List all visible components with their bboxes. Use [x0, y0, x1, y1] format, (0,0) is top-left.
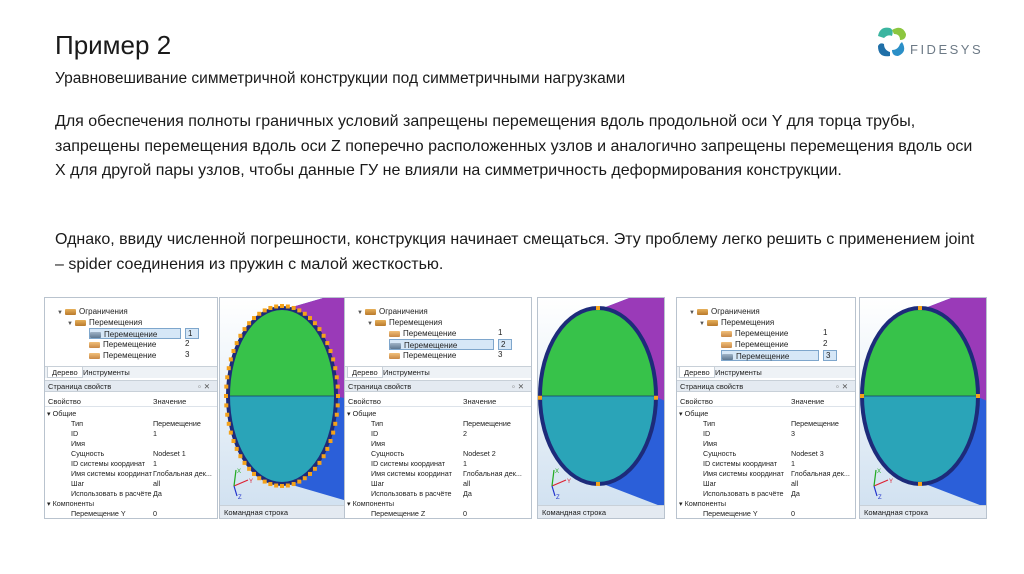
nodeset-node	[243, 327, 247, 331]
tab-tools[interactable]: Инструменты	[715, 368, 762, 377]
property-row[interactable]	[345, 459, 531, 469]
expand-icon[interactable]: ▼	[357, 310, 363, 316]
command-line[interactable]: Командная строка	[538, 505, 664, 518]
tree-item-displacement-1[interactable]	[89, 328, 181, 339]
tree-label: Перемещение	[103, 351, 157, 360]
property-row[interactable]	[45, 419, 217, 429]
displacement-icon	[722, 354, 733, 360]
property-row[interactable]	[45, 429, 217, 439]
property-value: Да	[791, 489, 800, 498]
property-row[interactable]	[677, 449, 855, 459]
tree-item-displacements[interactable]	[367, 317, 442, 328]
property-key: Использовать в расчёте	[703, 489, 784, 498]
nodeset-node	[335, 375, 339, 379]
nodeset-node	[596, 482, 600, 486]
tree-label: Перемещения	[721, 318, 775, 327]
pipe-model	[538, 298, 665, 507]
nodeset-node	[286, 484, 290, 488]
expand-icon[interactable]: ▼	[67, 321, 73, 327]
nodeset-node	[322, 334, 326, 338]
nodeset-node	[292, 306, 296, 310]
tree-item-displacements[interactable]	[67, 317, 142, 328]
tree-item-displacements[interactable]	[699, 317, 774, 328]
nodeset-node	[257, 476, 261, 480]
property-key: Тип	[371, 419, 383, 428]
nodeset-node	[238, 454, 242, 458]
property-value: Nodeset 2	[463, 449, 496, 458]
property-row[interactable]	[45, 459, 217, 469]
nodeset-node	[317, 461, 321, 465]
group-label: Компоненты	[52, 499, 95, 508]
col-value: Значение	[463, 397, 497, 406]
property-value: all	[153, 479, 161, 488]
property-row[interactable]	[345, 429, 531, 439]
displacement-icon	[721, 331, 732, 337]
property-value: Перемещение	[153, 419, 201, 428]
property-key: Шаг	[371, 479, 385, 488]
nodeset-node	[235, 341, 239, 345]
tree-item-displacement-2[interactable]	[389, 339, 494, 350]
tree-number: 1	[823, 328, 828, 337]
properties-title: Страница свойств	[680, 382, 744, 391]
property-value: Глобальная дек...	[463, 469, 522, 478]
nodeset-node	[976, 394, 980, 398]
axis-triad-line	[874, 470, 876, 486]
property-value: 1	[463, 459, 467, 468]
nodeset-node	[247, 321, 251, 325]
nodeset-node	[280, 484, 284, 488]
col-property: Свойство	[680, 397, 713, 406]
group-label: Общие	[52, 409, 77, 418]
folder-icon	[697, 309, 708, 315]
nodeset-node	[263, 480, 267, 484]
tree-label: Перемещения	[89, 318, 143, 327]
slide-title: Пример 2	[55, 30, 172, 60]
tree-number: 2	[498, 339, 512, 350]
axis-triad-label: Z	[556, 495, 560, 501]
nodeset-node	[225, 413, 229, 417]
nodeset-node	[313, 467, 317, 471]
nodeset-node	[335, 413, 339, 417]
property-row[interactable]	[45, 489, 217, 499]
fidesys-panel	[344, 297, 532, 519]
property-row[interactable]	[45, 509, 217, 519]
nodeset-node	[336, 403, 340, 407]
property-key: Имя	[71, 439, 85, 448]
property-row[interactable]	[345, 489, 531, 499]
property-row[interactable]	[345, 479, 531, 489]
nodeset-node	[654, 396, 658, 400]
property-row[interactable]	[45, 449, 217, 459]
nodeset-node	[268, 306, 272, 310]
nodeset-node	[257, 312, 261, 316]
property-key: ID системы координат	[703, 459, 778, 468]
command-line[interactable]: Командная строка	[860, 505, 986, 518]
property-key: Имя системы координат	[71, 469, 152, 478]
property-value: 3	[791, 429, 795, 438]
property-value: all	[463, 479, 471, 488]
property-value: Да	[153, 489, 162, 498]
expand-icon[interactable]: ▼	[367, 321, 373, 327]
properties-title: Страница свойств	[348, 382, 412, 391]
property-row[interactable]	[345, 449, 531, 459]
expand-icon[interactable]: ▼	[699, 321, 705, 327]
tree-number: 1	[185, 328, 199, 339]
property-value: 1	[791, 459, 795, 468]
property-row[interactable]	[677, 419, 855, 429]
nodeset-node	[860, 394, 864, 398]
nodeset-node	[328, 349, 332, 353]
folder-icon	[365, 309, 376, 315]
fidesys-logo-icon	[872, 22, 912, 62]
folder-icon	[65, 309, 76, 315]
property-row[interactable]	[677, 469, 855, 479]
displacement-icon	[389, 331, 400, 337]
property-row[interactable]	[677, 479, 855, 489]
tree-label: Перемещение	[735, 340, 789, 349]
model-viewport[interactable]	[537, 297, 665, 519]
expand-icon[interactable]: ▾	[47, 499, 53, 508]
property-row[interactable]	[677, 489, 855, 499]
nodeset-node	[232, 349, 236, 353]
expand-icon[interactable]: ▼	[57, 310, 63, 316]
nodeset-node	[303, 476, 307, 480]
property-key	[679, 409, 708, 419]
tree-number: 3	[185, 350, 190, 359]
nodeset-node	[317, 327, 321, 331]
displacement-icon	[390, 343, 401, 349]
nodeset-node	[224, 385, 228, 389]
nodeset-node	[322, 454, 326, 458]
property-value: Глобальная дек...	[791, 469, 850, 478]
fidesys-screenshot-1	[44, 297, 374, 519]
property-key: Тип	[71, 419, 83, 428]
property-row[interactable]	[45, 479, 217, 489]
property-key	[47, 409, 76, 419]
nodeset-node	[247, 467, 251, 471]
nodeset-node	[538, 396, 542, 400]
fidesys-logo	[872, 22, 992, 62]
property-key: Перемещение Z	[371, 509, 426, 518]
tree-item-displacement-2[interactable]	[721, 339, 788, 350]
property-row[interactable]	[345, 469, 531, 479]
property-key: Имя	[703, 439, 717, 448]
properties-header	[677, 380, 855, 392]
axis-triad-line	[874, 480, 888, 486]
col-property: Свойство	[48, 397, 81, 406]
property-value: Перемещение	[791, 419, 839, 428]
nodeset-node	[224, 403, 228, 407]
property-key: Шаг	[703, 479, 717, 488]
properties-header	[345, 380, 531, 392]
axis-triad-label: Z	[238, 495, 242, 501]
group-label: Общие	[684, 409, 709, 418]
nodeset-node	[303, 312, 307, 316]
pipe-model	[860, 298, 987, 507]
nodeset-node	[918, 482, 922, 486]
property-key	[47, 499, 94, 509]
nodeset-node	[252, 316, 256, 320]
property-key: Использовать в расчёте	[371, 489, 452, 498]
window-buttons[interactable]: ▫✕	[836, 382, 851, 391]
folder-icon	[75, 320, 86, 326]
nodeset-node	[225, 375, 229, 379]
nodeset-node	[227, 422, 231, 426]
nodeset-node	[238, 334, 242, 338]
tree-number: 3	[823, 350, 837, 361]
property-value: Глобальная дек...	[153, 469, 212, 478]
nodeset-node	[224, 394, 228, 398]
tab-tree[interactable]: Дерево	[679, 367, 715, 378]
window-buttons[interactable]: ▫✕	[512, 382, 527, 391]
expand-icon[interactable]: ▼	[689, 310, 695, 316]
tab-tree[interactable]: Дерево	[47, 367, 83, 378]
property-value: 0	[791, 509, 795, 518]
fidesys-screenshot-3	[676, 297, 987, 519]
property-value: Nodeset 3	[791, 449, 824, 458]
tree-item-displacement-1[interactable]	[389, 328, 456, 339]
nodeset-node	[336, 394, 340, 398]
axis-triad-line	[552, 480, 566, 486]
col-value: Значение	[153, 397, 187, 406]
tree-tabs	[345, 366, 531, 378]
slide-subtitle: Уравновешивание симметричной конструкции под симметричными нагрузками	[55, 70, 626, 87]
property-key: Перемещение Y	[703, 509, 758, 518]
expand-icon[interactable]: ▾	[347, 499, 353, 508]
displacement-icon	[721, 342, 732, 348]
tab-tools[interactable]: Инструменты	[383, 368, 430, 377]
property-key: Имя системы координат	[703, 469, 784, 478]
nodeset-node	[229, 357, 233, 361]
tree-item-constraints[interactable]	[57, 306, 128, 317]
property-key	[347, 409, 376, 419]
property-key: ID	[703, 429, 711, 438]
property-value: 0	[153, 509, 157, 518]
tree-label: Перемещение	[104, 330, 158, 339]
expand-icon[interactable]: ▾	[679, 499, 685, 508]
property-value: 0	[463, 509, 467, 518]
group-label: Компоненты	[352, 499, 395, 508]
properties-column-header	[677, 396, 855, 407]
axis-triad-line	[552, 486, 555, 496]
tree-tabs	[45, 366, 217, 378]
nodeset-node	[308, 472, 312, 476]
property-key: Тип	[703, 419, 715, 428]
displacement-icon	[389, 353, 400, 359]
expand-icon[interactable]: ▾	[347, 409, 353, 418]
property-value: Перемещение	[463, 419, 511, 428]
tree-item-constraints[interactable]	[689, 306, 760, 317]
nodeset-node	[286, 304, 290, 308]
property-value: Nodeset 1	[153, 449, 186, 458]
property-row[interactable]	[677, 429, 855, 439]
expand-icon[interactable]: ▾	[679, 409, 685, 418]
displacement-icon	[89, 342, 100, 348]
nodeset-node	[297, 480, 301, 484]
property-value: 1	[153, 429, 157, 438]
property-key: ID	[71, 429, 79, 438]
nodeset-node	[263, 308, 267, 312]
property-key	[347, 499, 394, 509]
tab-tree[interactable]: Дерево	[347, 367, 383, 378]
properties-title: Страница свойств	[48, 382, 112, 391]
col-property: Свойство	[348, 397, 381, 406]
axis-triad-label: Y	[249, 479, 254, 485]
property-row[interactable]	[677, 409, 855, 419]
tree-item-displacement-3[interactable]	[721, 350, 819, 361]
model-viewport[interactable]	[859, 297, 987, 519]
paragraph-1: Для обеспечения полноты граничных условий запрещены перемещения вдоль продольной оси Y для торца трубы, запрещены перемещения вдоль оси Z поперечно расположенных узлов и аналогично запрещены перемещения вдоль оси X для другой пары узлов, чтобы данные ГУ не влияли на симметричность деформирования конструкции.	[55, 113, 973, 179]
col-value: Значение	[791, 397, 825, 406]
tree-item-displacement-1[interactable]	[721, 328, 788, 339]
property-key: Шаг	[71, 479, 85, 488]
property-row[interactable]	[345, 419, 531, 429]
axis-triad-label: X	[877, 469, 882, 475]
nodeset-node	[331, 357, 335, 361]
tree-label: Ограничения	[711, 307, 760, 316]
tree-label: Ограничения	[379, 307, 428, 316]
tree-label: Перемещение	[403, 351, 457, 360]
property-key	[679, 499, 726, 509]
tree-label: Перемещения	[389, 318, 443, 327]
property-key: ID системы координат	[371, 459, 446, 468]
nodeset-node	[274, 484, 278, 488]
model-tree	[45, 298, 217, 366]
nodeset-node	[243, 461, 247, 465]
property-row[interactable]	[345, 509, 531, 519]
window-buttons[interactable]: ▫✕	[198, 382, 213, 391]
nodeset-node	[331, 431, 335, 435]
property-value: 2	[463, 429, 467, 438]
nodeset-node	[252, 472, 256, 476]
nodeset-node	[918, 306, 922, 310]
property-key: Перемещение Y	[71, 509, 126, 518]
tree-label: Перемещение	[404, 341, 458, 350]
tree-label: Перемещение	[403, 329, 457, 338]
property-row[interactable]	[45, 469, 217, 479]
property-value: Да	[463, 489, 472, 498]
nodeset-node	[333, 422, 337, 426]
tree-item-displacement-3[interactable]	[89, 350, 156, 361]
fidesys-panel	[44, 297, 218, 519]
properties-column-header	[345, 396, 531, 407]
tree-label: Перемещение	[735, 329, 789, 338]
folder-icon	[707, 320, 718, 326]
property-value: 1	[153, 459, 157, 468]
group-label: Общие	[352, 409, 377, 418]
property-key: Использовать в расчёте	[71, 489, 152, 498]
nodeset-node	[227, 366, 231, 370]
tree-number: 2	[185, 339, 190, 348]
tree-item-displacement-3[interactable]	[389, 350, 456, 361]
fidesys-screenshot-2	[344, 297, 665, 519]
axis-triad-label: X	[555, 469, 560, 475]
property-row[interactable]	[677, 439, 855, 449]
tab-tools[interactable]: Инструменты	[83, 368, 130, 377]
displacement-icon	[89, 353, 100, 359]
axis-triad-line	[874, 486, 877, 496]
paragraph-2: Однако, ввиду численной погрешности, конструкция начинает смещаться. Эту проблему легко решить с применением joint – spider соединения из пружин с малой жесткостью.	[55, 231, 975, 273]
property-row[interactable]	[45, 439, 217, 449]
property-key: Имя системы координат	[371, 469, 452, 478]
nodeset-node	[596, 306, 600, 310]
property-value: all	[791, 479, 799, 488]
property-key: Сущность	[703, 449, 737, 458]
nodeset-node	[292, 482, 296, 486]
axis-triad-line	[234, 470, 236, 486]
tree-label: Ограничения	[79, 307, 128, 316]
folder-icon	[375, 320, 386, 326]
nodeset-node	[325, 341, 329, 345]
tree-item-constraints[interactable]	[357, 306, 428, 317]
axis-triad-line	[234, 486, 237, 496]
model-tree	[345, 298, 531, 366]
property-row[interactable]	[345, 439, 531, 449]
expand-icon[interactable]: ▾	[47, 409, 53, 418]
property-row[interactable]	[45, 499, 217, 509]
tree-tabs	[677, 366, 855, 378]
nodeset-node	[328, 439, 332, 443]
axis-triad-line	[552, 470, 554, 486]
nodeset-node	[336, 385, 340, 389]
property-key: ID системы координат	[71, 459, 146, 468]
nodeset-node	[280, 304, 284, 308]
axis-triad-label: X	[237, 469, 242, 475]
nodeset-node	[235, 447, 239, 451]
property-row[interactable]	[345, 499, 531, 509]
property-row[interactable]	[677, 509, 855, 519]
nodeset-node	[274, 304, 278, 308]
property-row[interactable]	[677, 459, 855, 469]
command-line[interactable]: Командная строка	[220, 505, 373, 518]
axis-triad-label: Y	[567, 479, 572, 485]
property-key: Сущность	[371, 449, 405, 458]
tree-label: Перемещение	[736, 352, 790, 361]
logo-text: FIDESYS	[910, 42, 984, 57]
nodeset-node	[313, 321, 317, 325]
nodeset-node	[325, 447, 329, 451]
nodeset-node	[232, 439, 236, 443]
axis-triad-label: Y	[889, 479, 894, 485]
property-key: Имя	[371, 439, 385, 448]
model-tree	[677, 298, 855, 366]
tree-number: 3	[498, 350, 503, 359]
properties-header	[45, 380, 217, 392]
nodeset-node	[229, 431, 233, 435]
properties-column-header	[45, 396, 217, 407]
property-key: ID	[371, 429, 379, 438]
axis-triad-line	[234, 480, 248, 486]
displacement-icon	[90, 332, 101, 338]
property-row[interactable]	[345, 409, 531, 419]
tree-item-displacement-2[interactable]	[89, 339, 156, 350]
property-row[interactable]	[45, 409, 217, 419]
fidesys-panel	[676, 297, 856, 519]
group-label: Компоненты	[684, 499, 727, 508]
tree-number: 2	[823, 339, 828, 348]
axis-triad-label: Z	[878, 495, 882, 501]
tree-label: Перемещение	[103, 340, 157, 349]
nodeset-node	[333, 366, 337, 370]
nodeset-node	[308, 316, 312, 320]
nodeset-node	[297, 308, 301, 312]
tree-number: 1	[498, 328, 503, 337]
property-row[interactable]	[677, 499, 855, 509]
property-key: Сущность	[71, 449, 105, 458]
nodeset-node	[268, 482, 272, 486]
